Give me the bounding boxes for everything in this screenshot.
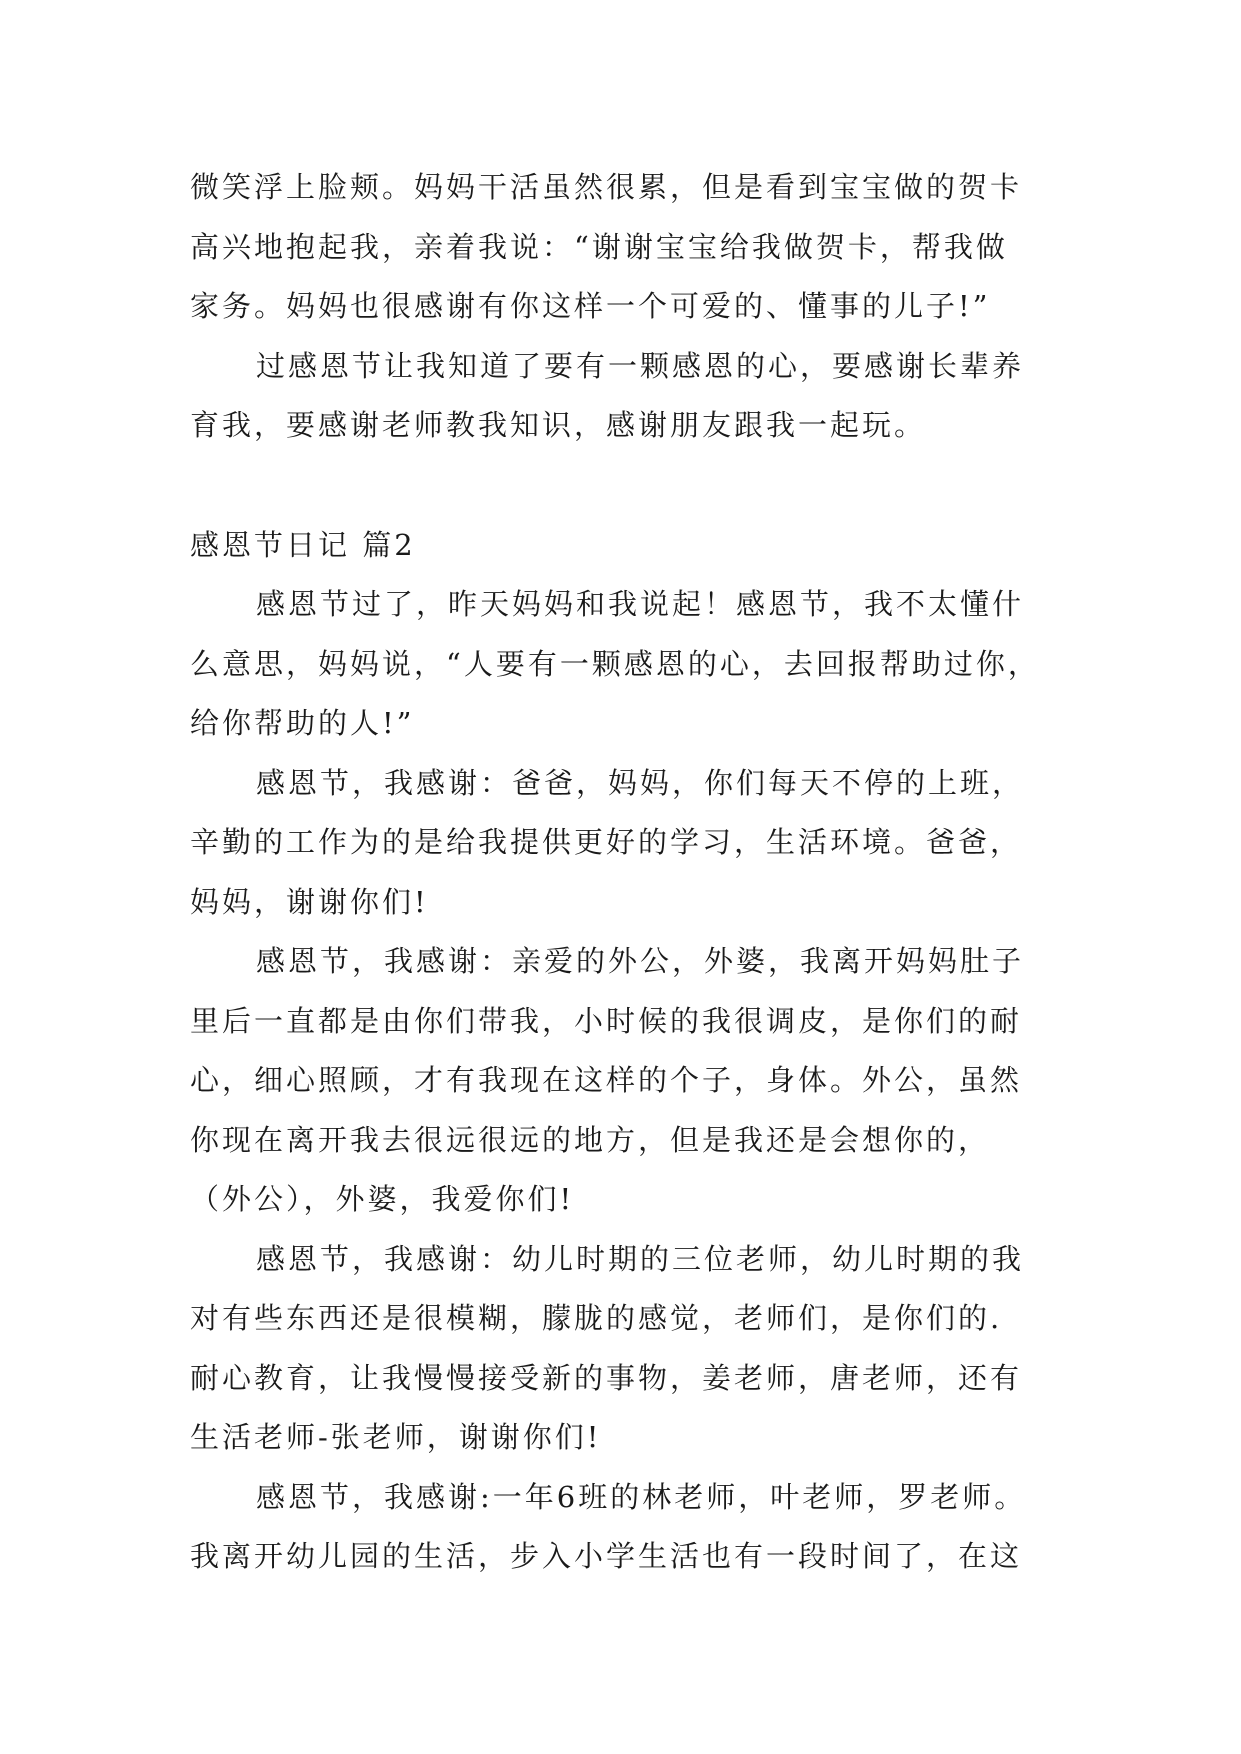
text-line: 感恩节，我感谢：幼儿时期的三位老师，幼儿时期的我 <box>256 1241 1025 1276</box>
paragraph <box>190 1230 1050 1468</box>
text-line: 感恩节，我感谢：亲爱的外公，外婆，我离开妈妈肚子 <box>256 944 1025 978</box>
text-line: 你现在离开我去很远很远的地方，但是我还是会想你的， <box>190 1122 991 1157</box>
text-line: 心，细心照顾，才有我现在这样的个子，身体。外公，虽然 <box>190 1063 1023 1097</box>
text-line: 感恩节过了，昨天妈妈和我说起！感恩节，我不太懂什 <box>256 587 1025 621</box>
text-line: 辛勤的工作为的是给我提供更好的学习，生活环境。爸爸， <box>190 825 1023 859</box>
text-line: 妈妈，谢谢你们! <box>190 884 429 919</box>
text-line: 微笑浮上脸颊。妈妈干活虽然很累，但是看到宝宝做的贺卡 <box>190 170 1023 204</box>
section-gap <box>190 456 1050 516</box>
text-line: 么意思，妈妈说，“人要有一颗感恩的心，去回报帮助过你， <box>190 646 1040 681</box>
text-line: （外公），外婆，我爱你们! <box>190 1182 575 1216</box>
text-line: 感恩节，我感谢：爸爸，妈妈，你们每天不停的上班， <box>256 765 1025 800</box>
paragraph <box>190 575 1050 754</box>
text-line: 生活老师-张老师，谢谢你们! <box>190 1420 602 1454</box>
paragraph <box>190 1468 1050 1587</box>
text-line: 过感恩节让我知道了要有一颗感恩的心，要感谢长辈养 <box>256 348 1025 383</box>
text-line: 高兴地抱起我，亲着我说：“谢谢宝宝给我做贺卡，帮我做 <box>190 229 1008 264</box>
paragraph <box>190 158 1050 337</box>
text-line: 家务。妈妈也很感谢有你这样一个可爱的、懂事的儿子!” <box>190 289 991 323</box>
text-line: 里后一直都是由你们带我，小时候的我很调皮，是你们的耐 <box>190 1003 1023 1038</box>
paragraph <box>190 754 1050 933</box>
text-line: 给你帮助的人!” <box>190 706 415 740</box>
text-line: 我离开幼儿园的生活，步入小学生活也有一段时间了，在这 <box>190 1539 1023 1573</box>
paragraph <box>190 932 1050 1230</box>
text-line: 感恩节，我感谢:一年6班的林老师，叶老师，罗老师。 <box>256 1479 1027 1514</box>
section-title: 感恩节日记 篇2 <box>190 527 416 562</box>
text-line: 耐心教育，让我慢慢接受新的事物，姜老师，唐老师，还有 <box>190 1360 1023 1395</box>
paragraph <box>190 337 1050 456</box>
text-line: 育我，要感谢老师教我知识，感谢朋友跟我一起玩。 <box>190 408 927 442</box>
document-page <box>190 158 1050 1587</box>
text-line: 对有些东西还是很模糊，朦胧的感觉，老师们，是你们的. <box>190 1301 1003 1335</box>
